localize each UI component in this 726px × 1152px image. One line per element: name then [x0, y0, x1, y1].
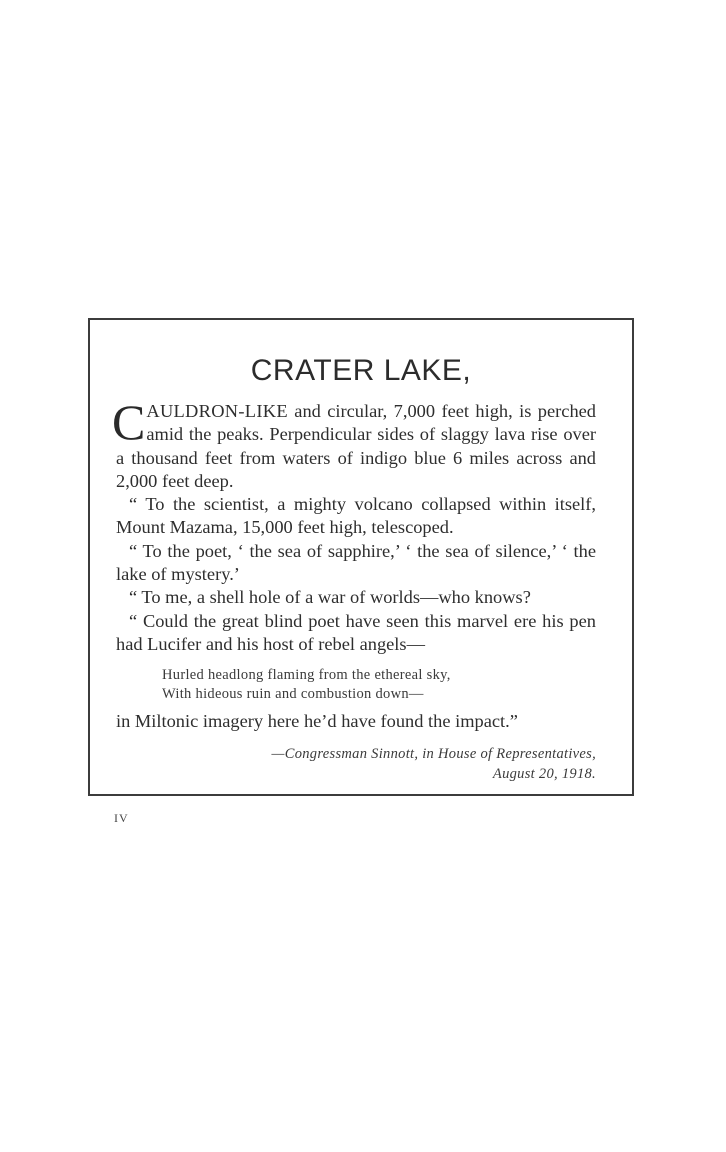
attribution: [116, 744, 596, 784]
drop-cap: C: [112, 394, 146, 450]
paragraph-blind-poet: “ Could the great blind poet have seen this marvel ere his pen had Lucifer and his host of rebel angels—: [116, 610, 596, 654]
verse-quote: [162, 666, 596, 704]
paragraph-intro: [112, 394, 596, 493]
paragraph-poet: “ To the poet, ‘ the sea of sapphire,’ ‘ the sea of silence,’ ‘ the lake of mystery.’: [116, 540, 596, 585]
attribution-date: August 20, 1918.: [492, 765, 596, 782]
attribution-line: —Congressman Sinnott, in House of Representatives,: [271, 745, 596, 762]
page-title: CRATER LAKE,: [250, 354, 472, 387]
paragraph-lead: AULDRON-LIKE: [146, 401, 288, 421]
page-number: IV: [114, 811, 129, 825]
article-body: [112, 394, 596, 784]
paragraph-scientist: “ To the scientist, a mighty volcano collapsed within itself, Mount Mazama, 15,000 feet high, telescoped.: [116, 494, 596, 538]
article-frame: [88, 318, 634, 796]
paragraph-intro-text: and circular, 7,000 feet high, is perched amid the peaks. Perpendicular sides of slaggy lava rise over a thousand feet from waters of indigo blue 6 miles across and 2,000 feet deep.: [116, 401, 596, 491]
verse-line: With hideous ruin and combustion down—: [162, 686, 424, 703]
paragraph-me: “ To me, a shell hole of a war of worlds—who knows?: [129, 587, 531, 608]
verse-line: Hurled headlong flaming from the ethereal sky,: [162, 667, 451, 684]
paragraph-closing: in Miltonic imagery here he’d have found the impact.”: [116, 711, 518, 732]
